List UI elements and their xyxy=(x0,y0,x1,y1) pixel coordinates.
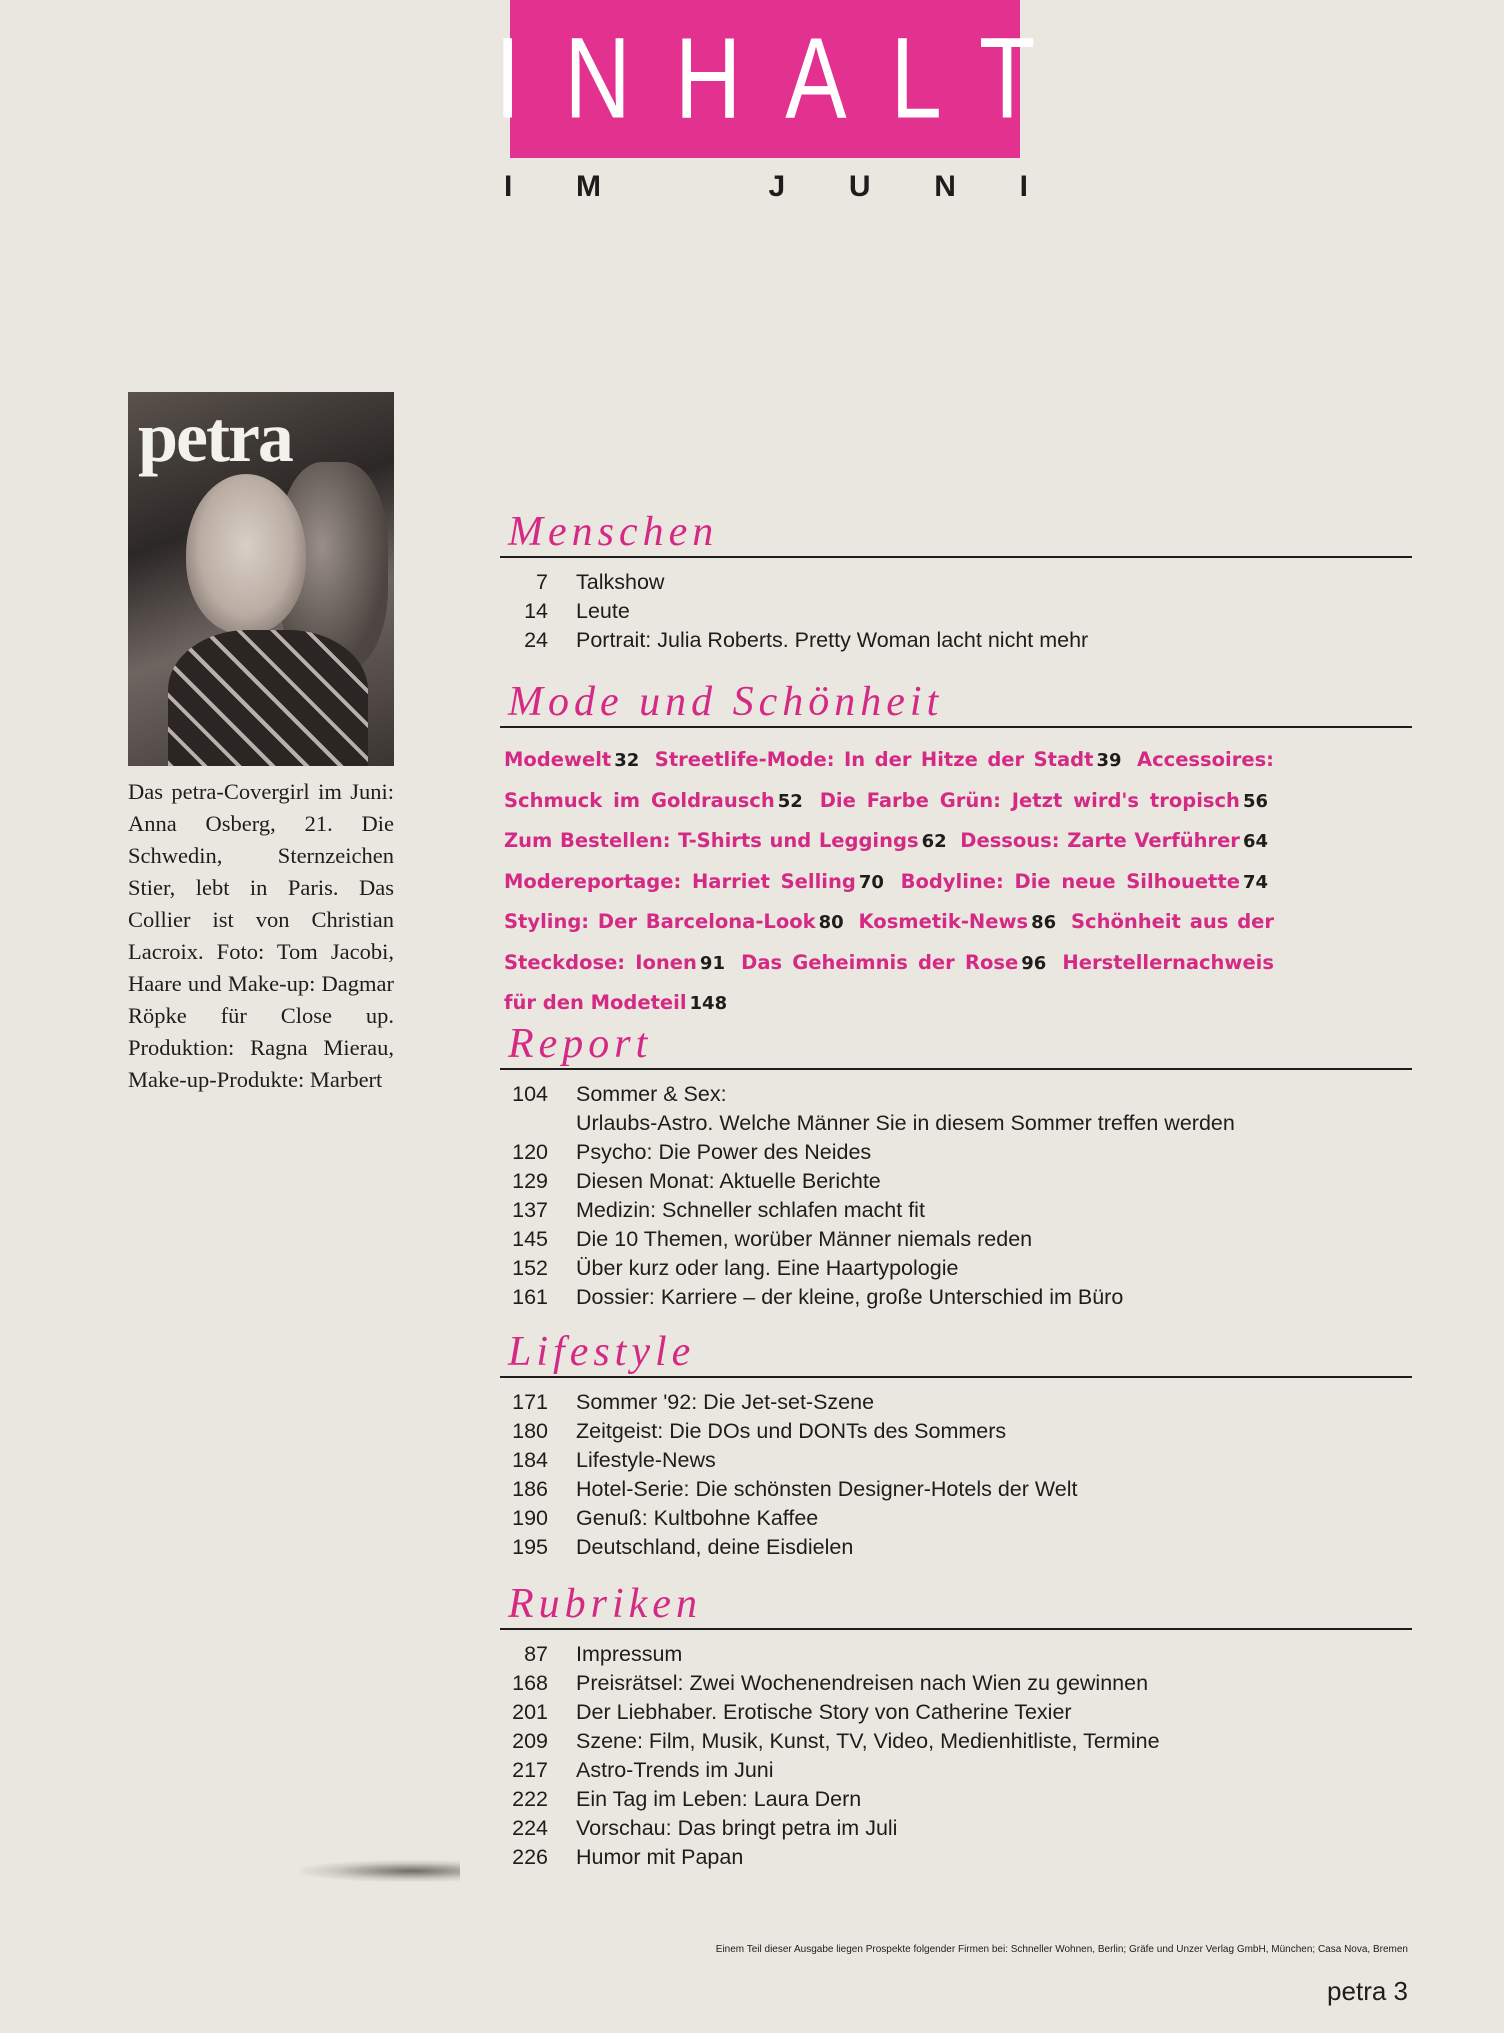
page-subtitle xyxy=(504,170,1028,204)
toc-entry xyxy=(500,568,1412,597)
section-heading: Report xyxy=(500,1022,1412,1070)
mode-entry-page: 62 xyxy=(921,831,947,852)
toc-entry xyxy=(500,1225,1412,1254)
toc-entry xyxy=(500,1843,1412,1872)
mode-entry-title: Accessoires: Schmuck im Goldrausch xyxy=(504,748,1274,812)
toc-entry xyxy=(500,1727,1412,1756)
page-number: 104 xyxy=(512,1082,548,1106)
mode-entry-title: Zum Bestellen: T-Shirts und Leggings xyxy=(504,829,919,852)
mode-entry-page: 74 xyxy=(1242,871,1268,893)
mode-entry-title: Styling: Der Barcelona-Look xyxy=(504,910,816,933)
section-heading: Menschen xyxy=(500,510,1412,558)
insert-notice: Einem Teil dieser Ausgabe liegen Prospekte folgender Firmen bei: Schneller Wohnen, Berlin; Gräfe und Unzer Verlag GmbH, München; Casa Nova, Bremen xyxy=(715,1944,1408,1955)
toc-entry xyxy=(500,1475,1412,1504)
entry-title: Vorschau: Das bringt petra im Juli xyxy=(576,1816,898,1840)
toc-entry xyxy=(500,597,1412,626)
page-number: 152 xyxy=(512,1256,548,1280)
subtitle-letter: I xyxy=(1019,170,1028,203)
mode-entry-title: Dessous: Zarte Verführer xyxy=(960,829,1240,852)
section-mode xyxy=(500,680,1412,1024)
toc-entry xyxy=(500,1109,1412,1138)
mode-entry-title: Herstellernachweis für den Modeteil xyxy=(504,950,1274,1014)
page-number: 195 xyxy=(512,1535,548,1559)
entry-title: Sommer '92: Die Jet-set-Szene xyxy=(576,1390,875,1414)
page-number: 145 xyxy=(512,1227,548,1251)
toc-entry xyxy=(500,1167,1412,1196)
cover-image xyxy=(128,392,394,766)
mode-entry-title: Schönheit aus der Steckdose: Ionen xyxy=(504,910,1275,974)
entry-title: Dossier: Karriere – der kleine, große Unterschied im Büro xyxy=(576,1285,1124,1309)
section-rubriken xyxy=(500,1582,1412,1872)
entry-title: Medizin: Schneller schlafen macht fit xyxy=(576,1198,925,1222)
mode-entry-page: 86 xyxy=(1031,912,1057,933)
subtitle-letter: M xyxy=(576,170,602,203)
mode-entry-page: 70 xyxy=(858,871,884,893)
mode-entry-title: Modewelt xyxy=(504,748,612,771)
mode-entry-title: Bodyline: Die neue Silhouette xyxy=(900,869,1240,893)
toc-entry xyxy=(500,1640,1412,1669)
section-lifestyle xyxy=(500,1330,1412,1562)
print-smudge xyxy=(300,1860,460,1882)
page-number: 161 xyxy=(512,1285,548,1309)
mode-entry-title: Das Geheimnis der Rose xyxy=(741,950,1019,974)
page-number: 129 xyxy=(512,1169,548,1193)
entry-title: Psycho: Die Power des Neides xyxy=(576,1140,872,1164)
entry-title: Zeitgeist: Die DOs und DONTs des Sommers xyxy=(576,1419,1007,1443)
toc-entry xyxy=(500,1698,1412,1727)
page-number: 186 xyxy=(512,1477,548,1501)
mode-entry-page: 91 xyxy=(699,952,725,974)
cover-dress xyxy=(168,630,368,766)
page-number: 209 xyxy=(512,1729,548,1753)
section-heading: Lifestyle xyxy=(500,1330,1412,1378)
entry-list xyxy=(500,568,1412,655)
cover-caption: Das petra-Covergirl im Juni: Anna Osberg, 21. Die Schwedin, Sternzeichen Stier, lebt in Paris. Das Collier ist von Christian Lacroix. Foto: Tom Jacobi, Haare und Make-up: Dagmar Röpke für Close up. Produktion: Ragna Mierau, Make-up-Produkte: Marbert xyxy=(128,779,394,1092)
section-report xyxy=(500,1022,1412,1312)
subtitle-letter: N xyxy=(934,170,956,203)
toc-entry xyxy=(500,1283,1412,1312)
page-number: 168 xyxy=(512,1671,548,1695)
toc-entry xyxy=(500,1446,1412,1475)
entry-title: Die 10 Themen, worüber Männer niemals reden xyxy=(576,1227,1033,1251)
page-title-box xyxy=(494,0,1080,158)
entry-title: Über kurz oder lang. Eine Haartypologie xyxy=(576,1256,959,1280)
entry-list xyxy=(500,1388,1412,1562)
subtitle-letter: U xyxy=(848,170,871,203)
page-number: 180 xyxy=(512,1419,548,1443)
entry-title: Genuß: Kultbohne Kaffee xyxy=(576,1506,819,1530)
page-number: 171 xyxy=(512,1390,548,1414)
toc-entry xyxy=(500,1080,1412,1109)
entry-title: Talkshow xyxy=(576,570,665,594)
page-number: 184 xyxy=(512,1448,548,1472)
mode-entries xyxy=(504,740,1274,1024)
toc-entry xyxy=(500,1814,1412,1843)
entry-title: Lifestyle-News xyxy=(576,1448,716,1472)
page-number: 222 xyxy=(512,1787,548,1811)
toc-entry xyxy=(500,1756,1412,1785)
toc-entry xyxy=(500,1669,1412,1698)
section-heading: Mode und Schönheit xyxy=(500,680,1412,728)
toc-entry xyxy=(500,1138,1412,1167)
toc-entry xyxy=(500,626,1412,655)
mode-entry-page: 148 xyxy=(689,993,728,1014)
entry-title: Sommer & Sex: xyxy=(576,1082,727,1106)
mode-entry-title: Modereportage: Harriet Selling xyxy=(504,869,856,893)
page-number: 7 xyxy=(536,570,548,594)
mode-entry-page: 96 xyxy=(1021,952,1047,974)
mode-entry-page: 52 xyxy=(777,790,803,812)
entry-title: Leute xyxy=(576,599,630,623)
toc-entry xyxy=(500,1417,1412,1446)
mode-entry-page: 80 xyxy=(818,912,844,933)
toc-entry xyxy=(500,1785,1412,1814)
subtitle-gap xyxy=(665,170,705,204)
mode-entry-title: Streetlife-Mode: In der Hitze der Stadt xyxy=(654,748,1094,771)
page-number: 87 xyxy=(524,1642,548,1666)
page-number: 226 xyxy=(512,1845,548,1869)
entry-title: Deutschland, deine Eisdielen xyxy=(576,1535,854,1559)
entry-title: Szene: Film, Musik, Kunst, TV, Video, Medienhitliste, Termine xyxy=(576,1729,1160,1753)
entry-list xyxy=(500,1080,1412,1312)
toc-entry xyxy=(500,1533,1412,1562)
entry-list xyxy=(500,1640,1412,1872)
mode-entry-title: Die Farbe Grün: Jetzt wird's tropisch xyxy=(819,788,1240,812)
toc-entry xyxy=(500,1196,1412,1225)
page-number: 201 xyxy=(512,1700,548,1724)
page-number: 224 xyxy=(512,1816,548,1840)
entry-title: Impressum xyxy=(576,1642,683,1666)
mode-entry-page: 32 xyxy=(614,750,640,771)
subtitle-letter: J xyxy=(768,170,786,203)
cover-logo: petra xyxy=(138,397,292,477)
page-number: 24 xyxy=(524,628,548,652)
mode-entry-page: 39 xyxy=(1096,750,1122,771)
page-number: 137 xyxy=(512,1198,548,1222)
page-number: 190 xyxy=(512,1506,548,1530)
mode-entry-page: 64 xyxy=(1242,831,1268,852)
section-menschen xyxy=(500,510,1412,655)
toc-entry xyxy=(500,1504,1412,1533)
page-folio: petra 3 xyxy=(1327,1976,1408,2006)
entry-title: Preisrätsel: Zwei Wochenendreisen nach Wien zu gewinnen xyxy=(576,1671,1149,1695)
entry-title: Der Liebhaber. Erotische Story von Catherine Texier xyxy=(576,1700,1072,1724)
page-number: 120 xyxy=(512,1140,548,1164)
section-heading: Rubriken xyxy=(500,1582,1412,1630)
toc-entry xyxy=(500,1254,1412,1283)
page-number: 14 xyxy=(524,599,548,623)
entry-title: Diesen Monat: Aktuelle Berichte xyxy=(576,1169,881,1193)
subtitle-letter: I xyxy=(504,170,513,203)
mode-entry-page: 56 xyxy=(1242,790,1268,812)
entry-title: Portrait: Julia Roberts. Pretty Woman lacht nicht mehr xyxy=(576,628,1089,652)
entry-title: Ein Tag im Leben: Laura Dern xyxy=(576,1787,862,1811)
entry-title: Astro-Trends im Juni xyxy=(576,1758,774,1782)
page-number: 217 xyxy=(512,1758,548,1782)
mode-entry-title: Kosmetik-News xyxy=(858,910,1029,933)
toc-entry xyxy=(500,1388,1412,1417)
entry-title: Hotel-Serie: Die schönsten Designer-Hotels der Welt xyxy=(576,1477,1078,1501)
entry-title: Humor mit Papan xyxy=(576,1845,744,1869)
cover-face xyxy=(186,474,306,634)
entry-title: Urlaubs-Astro. Welche Männer Sie in diesem Sommer treffen werden xyxy=(576,1111,1235,1135)
page-title: INHALT xyxy=(494,14,1080,143)
